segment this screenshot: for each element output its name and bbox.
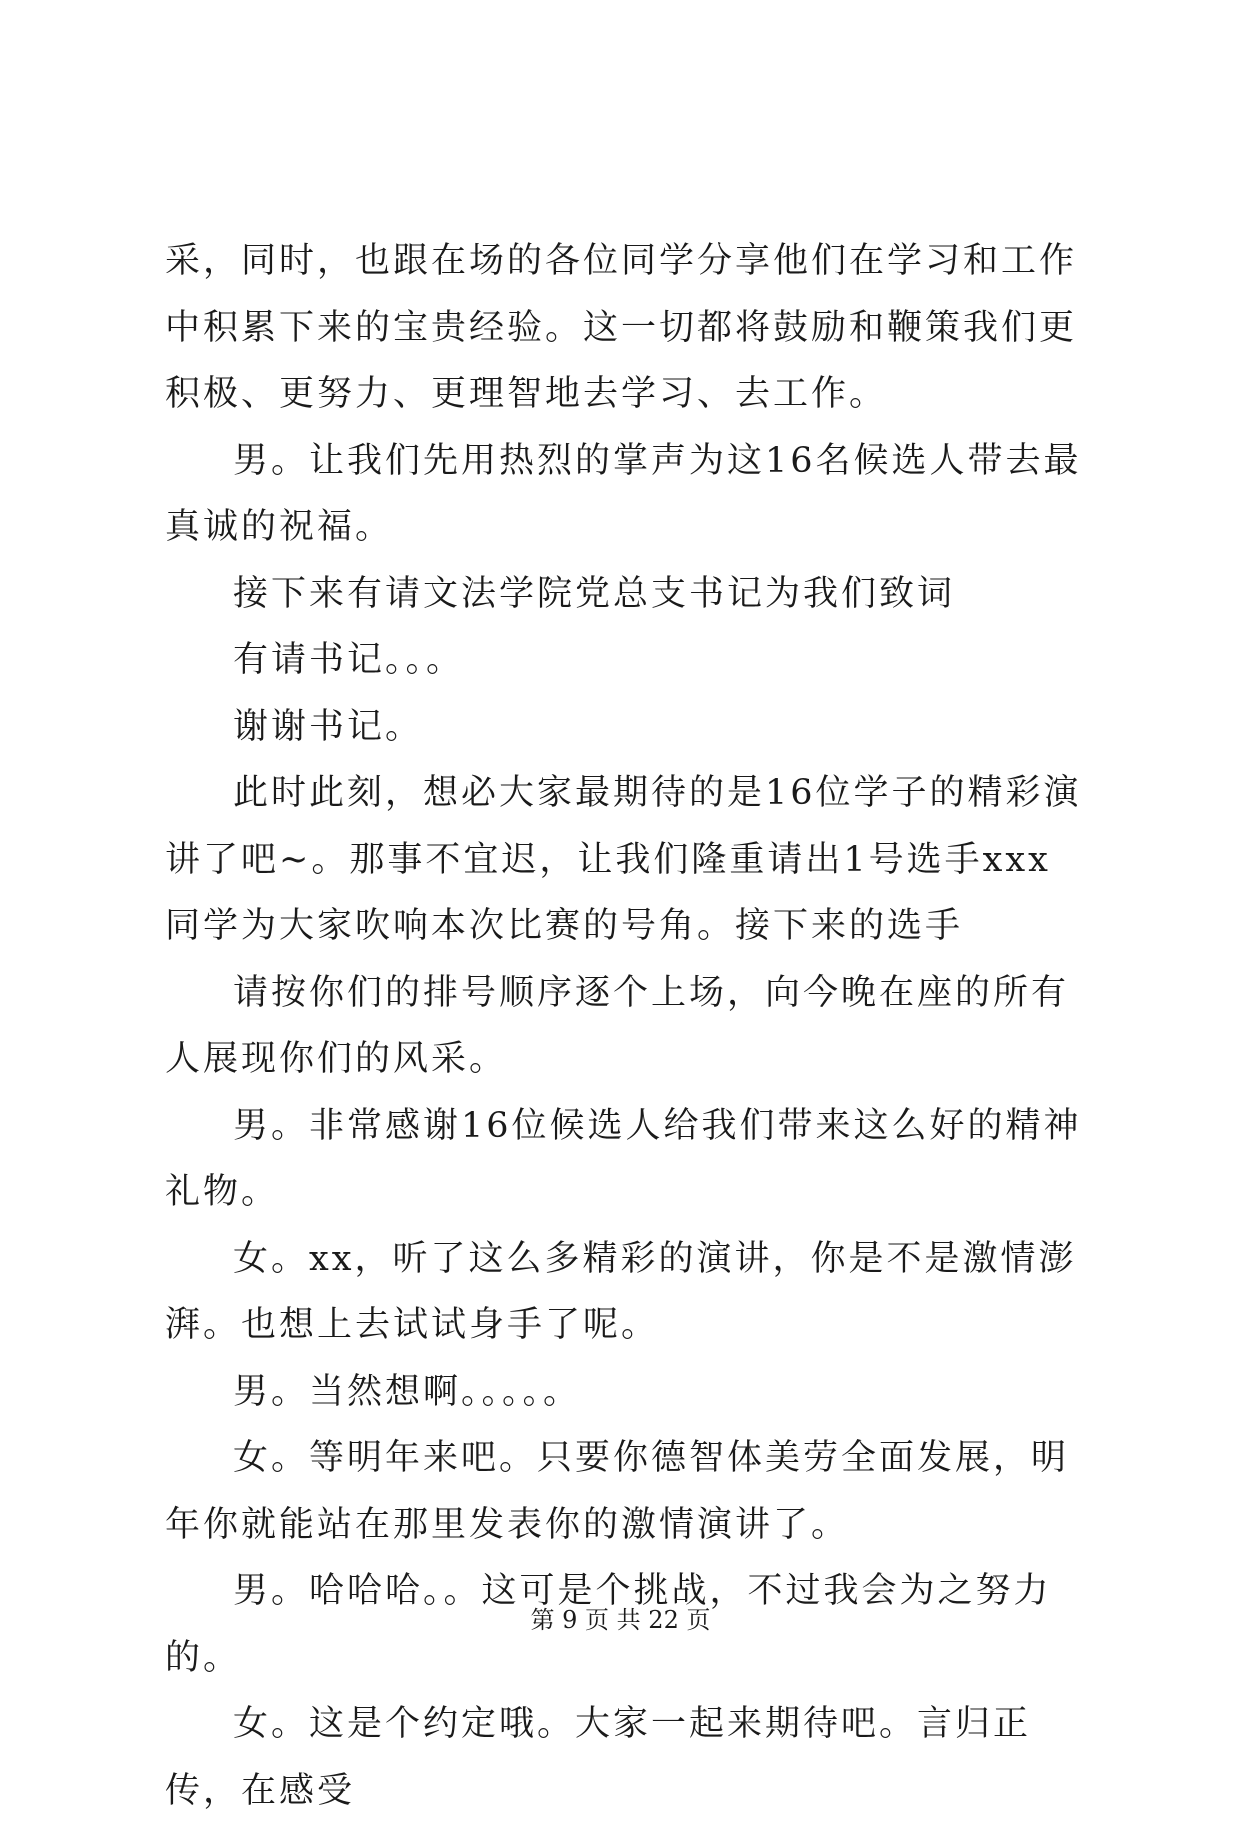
paragraph-7: 请按你们的排号顺序逐个上场，向今晚在座的所有人展现你们的风采。 (165, 972, 1070, 1079)
paragraph-5: 谢谢书记。 (233, 706, 424, 747)
paragraph-4: 有请书记。。。 (233, 640, 465, 680)
paragraph-2: 男。让我们先用热烈的掌声为这16名候选人带去最真诚的祝福。 (165, 440, 1082, 547)
page-number-footer: 第 9 页 共 22 页 (530, 1606, 711, 1634)
paragraph-6: 此时此刻，想必大家最期待的是16位学子的精彩演讲了吧~。那事不宜迟，让我们隆重请出1号选手xxx同学为大家吹响本次比赛的号角。接下来的选手 (165, 773, 1082, 946)
document-body (165, 228, 1085, 1824)
paragraph-10: 男。当然想啊。。。。。 (233, 1371, 582, 1412)
paragraph-12: 男。哈哈哈。。这可是个挑战，不过我会为之努力的。 (165, 1571, 1052, 1678)
paragraph-8: 男。非常感谢16位候选人给我们带来这么好的精神礼物。 (165, 1105, 1082, 1212)
paragraph-1: 采，同时，也跟在场的各位同学分享他们在学习和工作中积累下来的宝贵经验。这一切都将鼓励和鞭策我们更积极、更努力、更理智地去学习、去工作。 (165, 241, 1078, 414)
paragraph-11: 女。等明年来吧。只要你德智体美劳全面发展，明年你就能站在那里发表你的激情演讲了。 (165, 1438, 1070, 1545)
paragraph-13: 女。这是个约定哦。大家一起来期待吧。言归正传，在感受 (165, 1704, 1032, 1811)
paragraph-9: 女。xx，听了这么多精彩的演讲，你是不是激情澎湃。也想上去试试身手了呢。 (165, 1238, 1077, 1345)
paragraph-3: 接下来有请文法学院党总支书记为我们致词 (233, 573, 956, 614)
